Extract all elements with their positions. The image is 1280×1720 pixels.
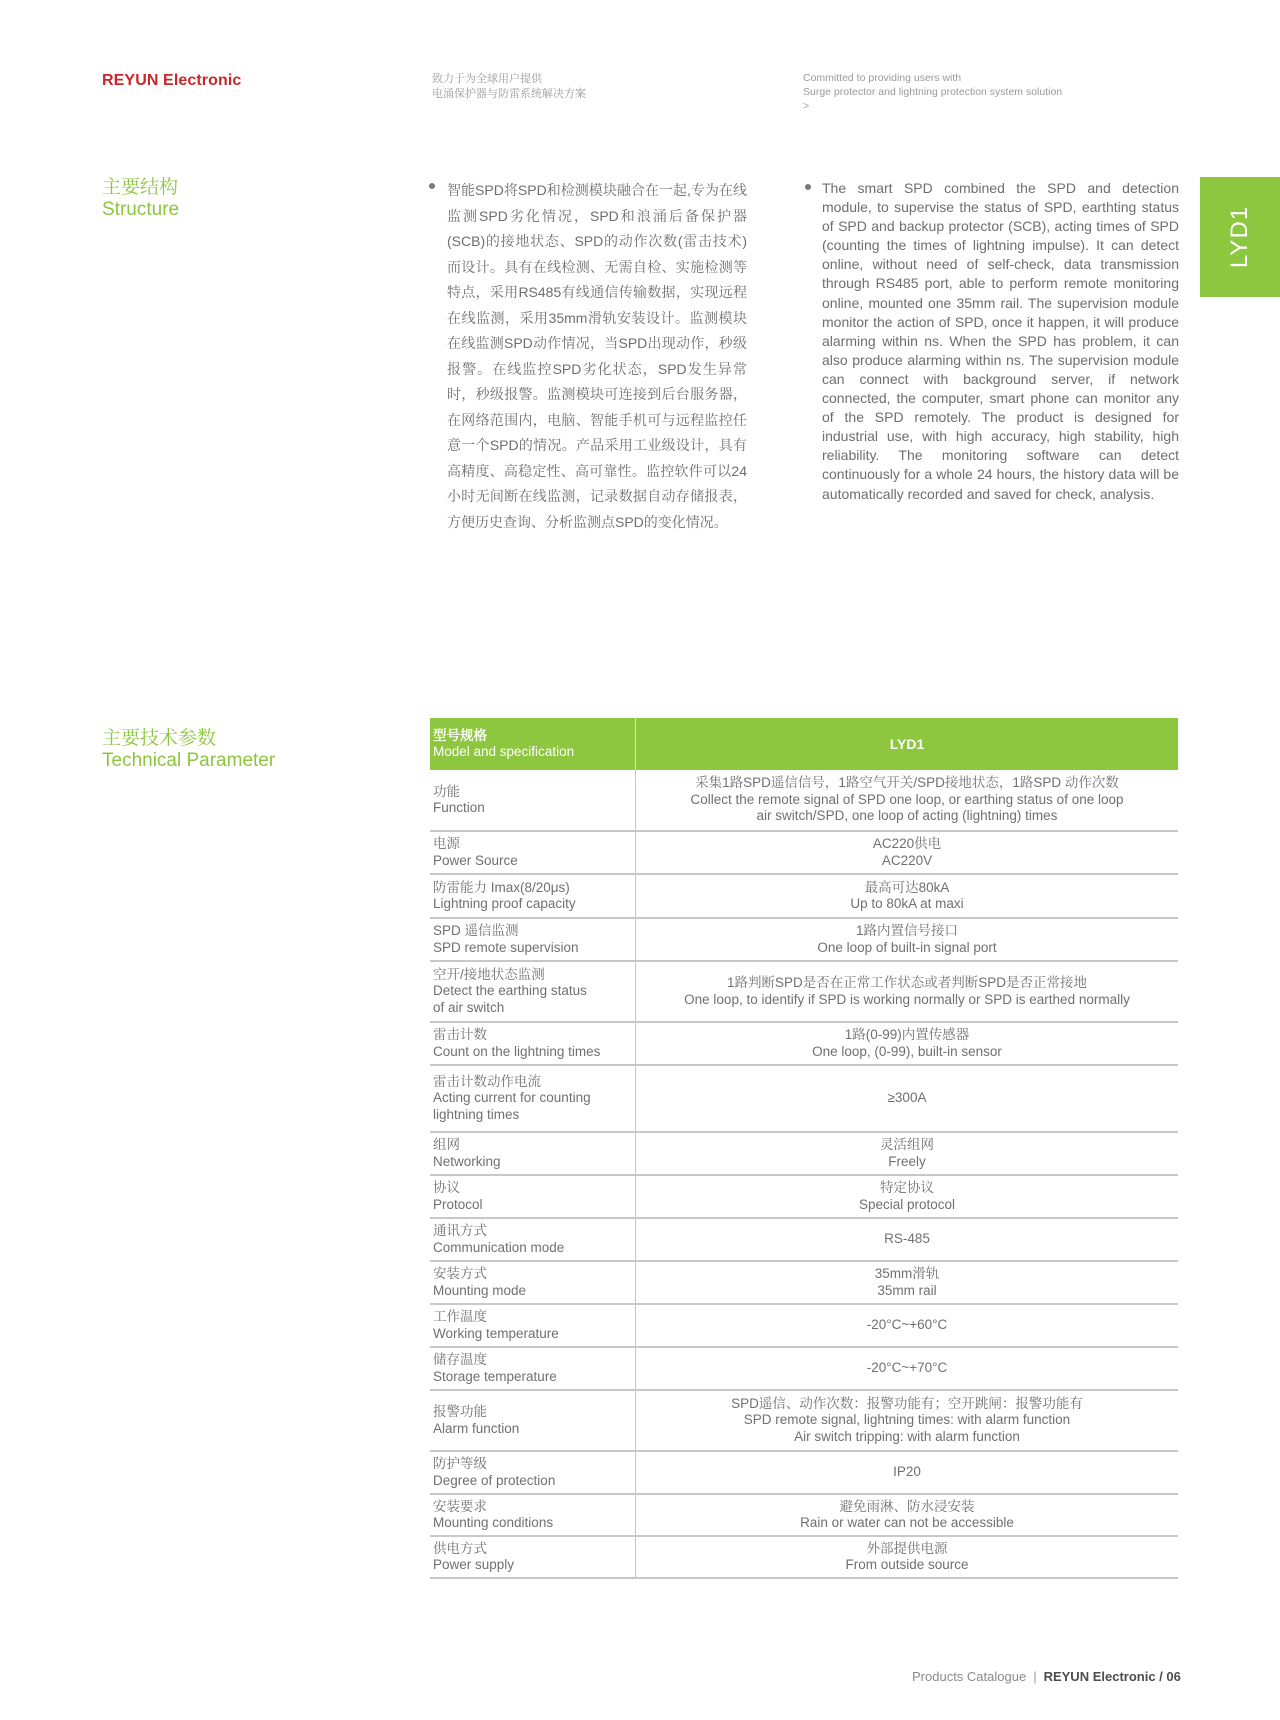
structure-title-en: Structure [102, 199, 180, 220]
table-row [430, 1261, 1178, 1304]
table-row [430, 1390, 1178, 1451]
table-row [430, 1065, 1178, 1132]
chevron-right-icon[interactable]: > [803, 100, 810, 112]
brand-logo-text: REYUN Electronic [102, 72, 242, 89]
table-row [430, 1536, 1178, 1578]
table-row [430, 1132, 1178, 1175]
tagline-en-line: Committed to providing users with [803, 72, 962, 84]
param-label: 防护等级 Degree of protection [430, 1451, 636, 1494]
param-label: 工作温度 Working temperature [430, 1304, 636, 1347]
table-row [430, 770, 1178, 831]
table-row [430, 1022, 1178, 1065]
tagline-cn [432, 72, 586, 102]
param-value: -20°C~+60°C [636, 1304, 1179, 1347]
structure-section-title [102, 177, 179, 221]
table-row [430, 1451, 1178, 1494]
spec-table [430, 718, 1178, 1579]
table-row [430, 961, 1178, 1022]
param-value: RS-485 [636, 1218, 1179, 1261]
table-row [430, 1218, 1178, 1261]
tagline-en-line: Surge protector and lightning protection system solution [803, 86, 1063, 98]
table-row [430, 1494, 1178, 1536]
param-label: 安装方式 Mounting mode [430, 1261, 636, 1304]
technical-title-en: Technical Parameter [102, 750, 276, 771]
param-value: 灵活组网 Freely [636, 1132, 1179, 1175]
table-row [430, 1304, 1178, 1347]
table-row [430, 1175, 1178, 1218]
param-value: 1路内置信号接口 One loop of built-in signal port [636, 918, 1179, 961]
param-label: 防雷能力 Imax(8/20μs) Lightning proof capacity [430, 874, 636, 918]
tagline-en [803, 71, 1062, 113]
param-value: 采集1路SPD遥信信号，1路空气开关/SPD接地状态，1路SPD 动作次数 Collect the remote signal of SPD one loop, or earthing status of one loop air switch/SPD, one loop of acting (lightning) times [636, 770, 1179, 831]
footer-separator: | [1033, 1669, 1037, 1684]
param-value: -20°C~+70°C [636, 1347, 1179, 1390]
param-value: 特定协议 Special protocol [636, 1175, 1179, 1218]
table-row [430, 918, 1178, 961]
param-label: 组网 Networking [430, 1132, 636, 1175]
param-value: 最高可达80kA Up to 80kA at maxi [636, 874, 1179, 918]
param-value: AC220供电 AC220V [636, 831, 1179, 874]
param-label: 协议 Protocol [430, 1175, 636, 1218]
param-value: 1路(0-99)内置传感器 One loop, (0-99), built-in sensor [636, 1022, 1179, 1065]
bullet-icon [805, 184, 811, 190]
spec-table-header [430, 718, 1178, 770]
param-label: 雷击计数 Count on the lightning times [430, 1022, 636, 1065]
tagline-cn-line: 致力于为全球用户提供 [432, 73, 542, 85]
param-label: 储存温度 Storage temperature [430, 1347, 636, 1390]
footer-page-number: REYUN Electronic / 06 [1043, 1669, 1181, 1684]
side-tab-label: LYD1 [1225, 205, 1253, 269]
param-value: 外部提供电源 From outside source [636, 1536, 1179, 1578]
structure-text-en: The smart SPD combined the SPD and detection module, to supervise the status of SPD, earthting status of SPD and backup protector (SCB), acting times of SPD (counting the times of lightning impulse). It can detect online, without need of self-check, data transmission through RS485 port, able to perform remote monitoring online, mounted one 35mm rail. The supervision module monitor the action of SPD, once it happen, it will produce alarming within ns. When the SPD has problem, it can also produce alarming within ns. The supervision module can connect with background server, if network connected, the computer, smart phone can monitor any of the SPD remotely. The product is designed for industrial use, with high accuracy, high stability, high reliability. The monitoring software can detect continuously for a whole 24 hours, the history data will be automatically recorded and saved for check, analysis. [822, 180, 1179, 502]
technical-title-cn: 主要技术参数 [102, 728, 217, 749]
param-value: SPD遥信、动作次数：报警功能有；空开跳闸：报警功能有 SPD remote signal, lightning times: with alarm function Air switch tripping: with alarm function [636, 1390, 1179, 1451]
tagline-cn-line: 电涌保护器与防雷系统解决方案 [432, 88, 586, 100]
param-label: 空开/接地状态监测 Detect the earthing status of air switch [430, 961, 636, 1022]
footer-catalogue: Products Catalogue [912, 1669, 1027, 1684]
param-value: 1路判断SPD是否在正常工作状态或者判断SPD是否正常接地 One loop, to identify if SPD is working normally or SPD is earthed normally [636, 961, 1179, 1022]
param-label: 通讯方式 Communication mode [430, 1218, 636, 1261]
header-model-name: LYD1 [636, 718, 1179, 770]
table-row [430, 1347, 1178, 1390]
param-label: 雷击计数动作电流 Acting current for counting lightning times [430, 1065, 636, 1132]
param-label: 功能 Function [430, 770, 636, 831]
param-value: 35mm滑轨 35mm rail [636, 1261, 1179, 1304]
param-value: 避免雨淋、防水浸安装 Rain or water can not be accessible [636, 1494, 1179, 1536]
param-label: 供电方式 Power supply [430, 1536, 636, 1578]
product-side-tab [1200, 177, 1280, 297]
header-model-spec: 型号规格 Model and specification [430, 718, 636, 770]
param-value: ≥300A [636, 1065, 1179, 1132]
structure-title-cn: 主要结构 [102, 177, 179, 198]
param-label: 安装要求 Mounting conditions [430, 1494, 636, 1536]
param-value: IP20 [636, 1451, 1179, 1494]
bullet-icon [429, 183, 435, 189]
structure-text-cn: 智能SPD将SPD和检测模块融合在一起,专为在线监测SPD劣化情况，SPD和浪涌后备保护器(SCB)的接地状态、SPD的动作次数(雷击技术)而设计。具有在线检测、无需自检、实施检测等特点，采用RS485有线通信传输数据，实现远程在线监测，采用35mm滑轨安装设计。监测模块在线监测SPD动作情况，当SPD出现动作，秒级报警。在线监控SPD劣化状态，SPD发生异常时，秒级报警。监测模块可连接到后台服务器，在网络范围内，电脑、智能手机可与远程监控任意一个SPD的情况。产品采用工业级设计，具有高精度、高稳定性、高可靠性。监控软件可以24小时无间断在线监测，记录数据自动存储报表，方便历史查询、分析监测点SPD的变化情况。 [447, 182, 747, 530]
page-footer [912, 1669, 1181, 1684]
technical-section-title [102, 728, 275, 772]
table-row [430, 874, 1178, 918]
param-label: SPD 遥信监测 SPD remote supervision [430, 918, 636, 961]
param-label: 报警功能 Alarm function [430, 1390, 636, 1451]
table-row [430, 831, 1178, 874]
param-label: 电源 Power Source [430, 831, 636, 874]
